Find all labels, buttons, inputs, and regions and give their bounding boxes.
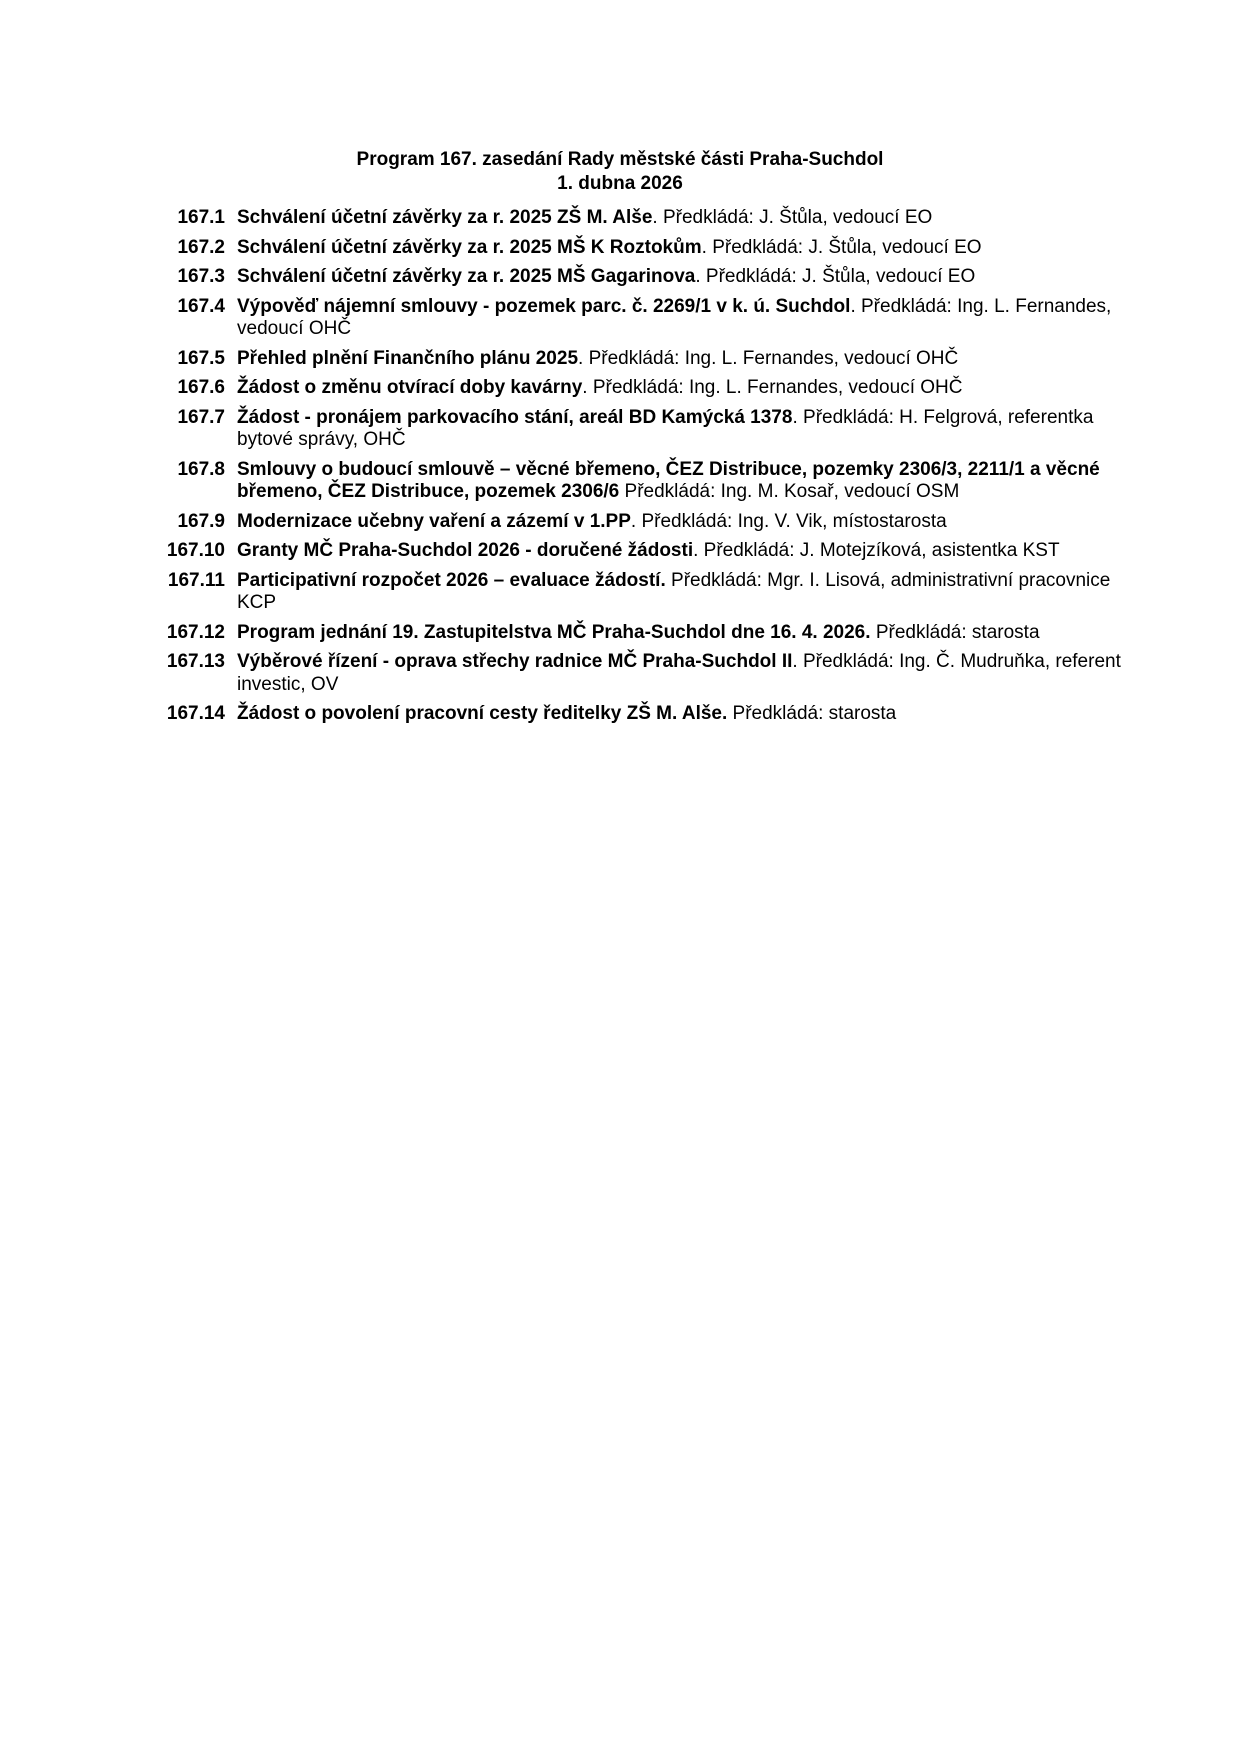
- agenda-item-167-6: [150, 377, 1140, 400]
- item-presenter: Předkládá: J. Motejzíková, asistentka KST: [703, 540, 1060, 561]
- item-subject: Žádost - pronájem parkovacího stání, areál BD Kamýcká 1378: [237, 406, 793, 428]
- item-presenter: Předkládá: Ing. L. Fernandes, vedoucí OHČ: [237, 295, 1112, 339]
- item-number: 167.4: [177, 295, 225, 317]
- item-subject: Výpověď nájemní smlouvy - pozemek parc. č. 2269/1 v k. ú. Suchdol: [237, 295, 851, 317]
- item-content: [225, 622, 1127, 645]
- item-presenter: Předkládá: Ing. L. Fernandes, vedoucí OHČ: [588, 347, 959, 369]
- item-content: [225, 703, 1127, 726]
- item-separator: .: [701, 236, 713, 258]
- agenda-item-167-7: [150, 407, 1140, 452]
- item-number: 167.12: [166, 621, 225, 643]
- item-subject: Schválení účetní závěrky za r. 2025 ZŠ M. Alše: [237, 207, 653, 228]
- document-title: [0, 148, 1240, 196]
- item-subject: Smlouvy o budoucí smlouvě – věcné břemeno, ČEZ Distribuce, pozemky 2306/3, 2211/1 a věcné břemeno, ČEZ Distribuce, pozemek 2306/6: [237, 458, 1100, 502]
- item-subject: Přehled plnění Finančního plánu 2025: [237, 347, 579, 369]
- item-number: 167.3: [177, 266, 225, 287]
- item-presenter: Předkládá: J. Štůla, vedoucí EO: [662, 207, 933, 228]
- title-line-1: Program 167. zasedání Rady městské části Praha-Suchdol: [356, 149, 884, 170]
- item-presenter: Předkládá: Ing. V. Vik, místostarosta: [641, 510, 947, 532]
- item-content: [225, 651, 1127, 696]
- item-number: 167.7: [177, 406, 225, 428]
- item-presenter: Předkládá: starosta: [732, 703, 897, 724]
- item-subject: Žádost o změnu otvírací doby kavárny: [237, 377, 583, 398]
- item-presenter: Předkládá: Ing. Č. Mudruňka, referent investic, OV: [237, 651, 1121, 695]
- title-date: 1. dubna 2026: [557, 173, 683, 194]
- item-separator: .: [695, 266, 706, 287]
- item-separator: .: [792, 406, 804, 428]
- item-subject: Schválení účetní závěrky za r. 2025 MŠ Gagarinova: [237, 266, 696, 287]
- item-content: [225, 540, 1127, 563]
- agenda-item-167-12: [150, 622, 1140, 645]
- agenda-item-167-3: [150, 266, 1140, 289]
- item-separator: .: [693, 540, 704, 561]
- item-presenter: Předkládá: H. Felgrová, referentka bytové správy, OHČ: [237, 406, 1094, 450]
- item-number: 167.8: [177, 458, 225, 480]
- item-content: [225, 296, 1127, 341]
- agenda-item-167-2: [150, 237, 1140, 260]
- agenda-list: [150, 207, 1140, 733]
- item-content: [225, 407, 1127, 452]
- item-subject: Participativní rozpočet 2026 – evaluace žádostí.: [237, 569, 666, 591]
- item-content: [225, 459, 1127, 504]
- agenda-item-167-1: [150, 207, 1140, 230]
- item-presenter: Předkládá: starosta: [875, 621, 1040, 643]
- agenda-item-167-4: [150, 296, 1140, 341]
- agenda-item-167-10: [150, 540, 1140, 563]
- item-content: [225, 207, 1127, 230]
- item-subject: Schválení účetní závěrky za r. 2025 MŠ K Roztokům: [237, 236, 702, 258]
- item-content: [225, 266, 1127, 289]
- item-subject: Žádost o povolení pracovní cesty ředitelky ZŠ M. Alše.: [237, 703, 728, 724]
- item-content: [225, 377, 1127, 400]
- item-presenter: Předkládá: Ing. L. Fernandes, vedoucí OHČ: [592, 377, 963, 398]
- item-separator: .: [792, 651, 803, 672]
- item-number: 167.10: [166, 540, 225, 561]
- item-presenter: Předkládá: Mgr. I. Lisová, administrativní pracovnice KCP: [237, 569, 1111, 613]
- item-separator: .: [630, 510, 642, 532]
- item-content: [225, 237, 1127, 260]
- item-content: [225, 570, 1127, 615]
- item-separator: .: [652, 207, 663, 228]
- item-subject: Výběrové řízení - oprava střechy radnice MČ Praha-Suchdol II: [237, 651, 793, 672]
- item-subject: Modernizace učebny vaření a zázemí v 1.PP: [237, 510, 631, 532]
- item-number: 167.5: [177, 347, 225, 369]
- item-number: 167.11: [167, 569, 225, 591]
- agenda-item-167-13: [150, 651, 1140, 696]
- item-number: 167.14: [166, 703, 225, 724]
- item-number: 167.6: [177, 377, 225, 398]
- item-separator: .: [850, 295, 861, 317]
- agenda-item-167-8: [150, 459, 1140, 504]
- item-number: 167.1: [177, 207, 225, 228]
- agenda-item-167-9: [150, 511, 1140, 534]
- item-number: 167.13: [166, 651, 225, 672]
- item-content: [225, 348, 1127, 371]
- item-subject: Granty MČ Praha-Suchdol 2026 - doručené žádosti: [237, 540, 694, 561]
- item-presenter: Předkládá: J. Štůla, vedoucí EO: [712, 236, 982, 258]
- item-number: 167.9: [177, 510, 225, 532]
- item-presenter: Předkládá: Ing. M. Kosař, vedoucí OSM: [624, 481, 960, 502]
- agenda-item-167-14: [150, 703, 1140, 726]
- item-presenter: Předkládá: J. Štůla, vedoucí EO: [705, 266, 976, 287]
- item-separator: .: [582, 377, 593, 398]
- agenda-item-167-5: [150, 348, 1140, 371]
- item-separator: .: [578, 347, 589, 369]
- item-subject: Program jednání 19. Zastupitelstva MČ Praha-Suchdol dne 16. 4. 2026.: [237, 621, 871, 643]
- item-number: 167.2: [177, 236, 225, 258]
- item-content: [225, 511, 1127, 534]
- agenda-item-167-11: [150, 570, 1140, 615]
